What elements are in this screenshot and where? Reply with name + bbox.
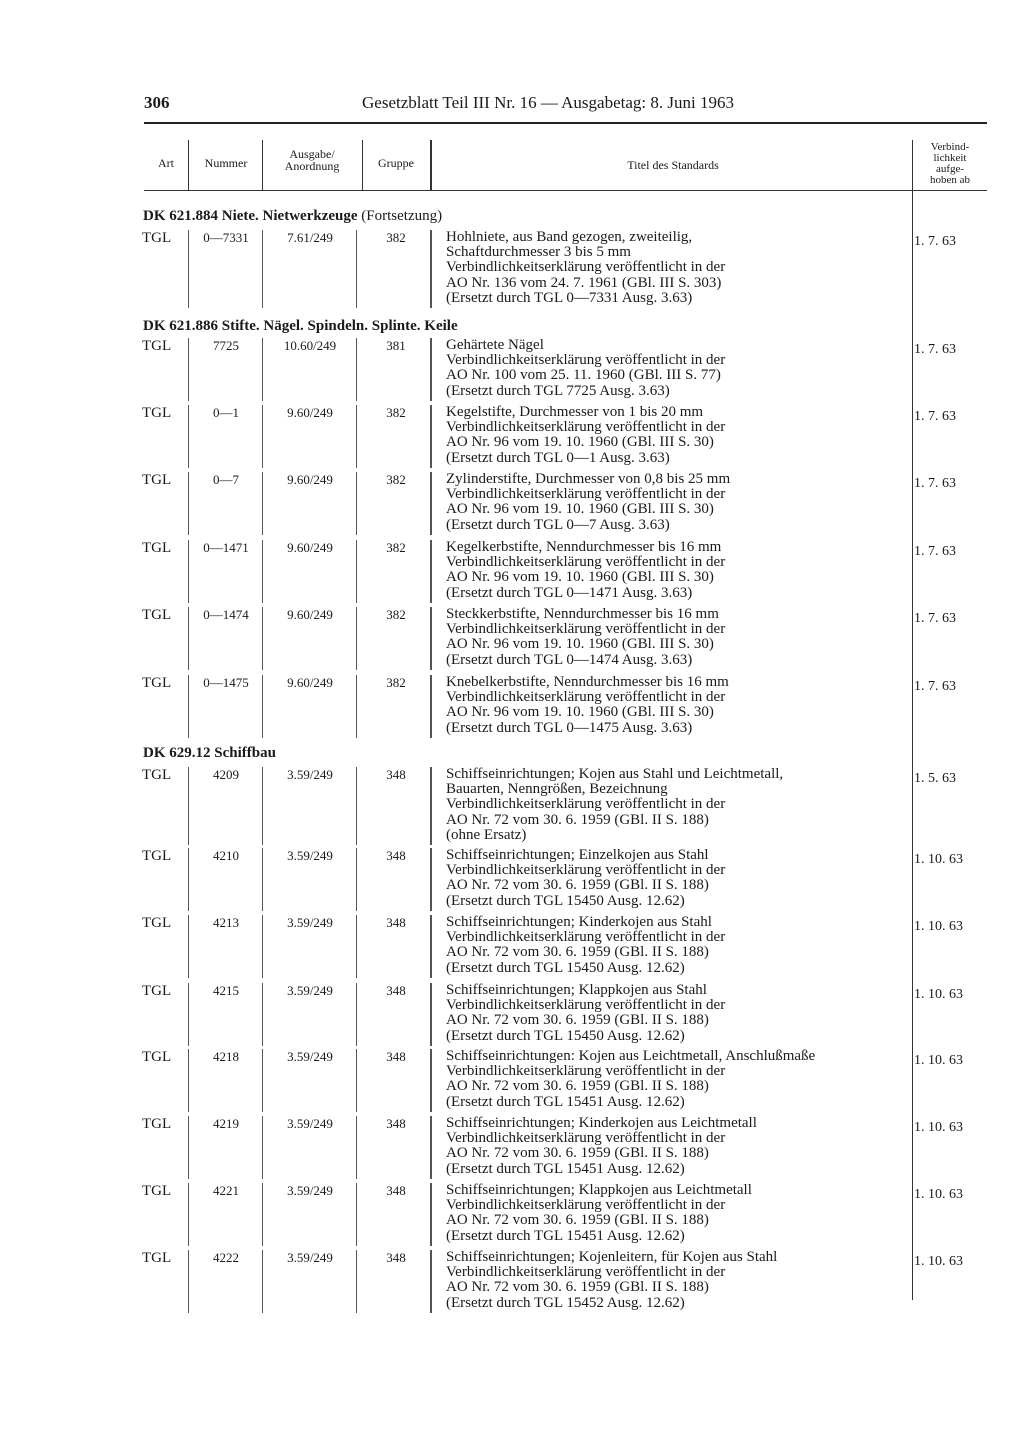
cell-gruppe: 382 [386, 472, 406, 487]
cell-nummer: 7725 [213, 338, 239, 353]
titel-line: Gehärtete Nägel [446, 337, 544, 353]
cell-art: TGL [142, 1250, 172, 1266]
cell-nummer: 4219 [213, 1116, 239, 1131]
cell-nummer: 4221 [213, 1183, 239, 1198]
cell-art: TGL [142, 230, 172, 246]
header-rule [144, 122, 987, 124]
column-divider [356, 1183, 357, 1246]
column-divider [262, 983, 263, 1046]
column-divider [188, 1250, 189, 1313]
titel-line: Verbindlichkeitserklärung veröffentlicht in der [446, 352, 726, 369]
section-title: DK 621.886 Stifte. Nägel. Spindeln. Splinte. Keile [143, 318, 458, 334]
column-divider [262, 472, 263, 535]
cell-gruppe: 382 [386, 405, 406, 420]
titel-line: Schiffseinrichtungen: Kojen aus Leichtmetall, Anschlußmaße [446, 1048, 816, 1064]
column-divider [430, 230, 432, 308]
cell-titel [446, 1116, 757, 1177]
column-divider [188, 848, 189, 911]
column-divider [356, 338, 357, 401]
cell-gruppe: 348 [386, 1116, 406, 1131]
titel-line: AO Nr. 136 vom 24. 7. 1961 (GBl. III S. 303) [446, 274, 722, 291]
column-divider [262, 338, 263, 401]
titel-line: (Ersetzt durch TGL 0—1 Ausg. 3.63) [446, 449, 670, 466]
cell-art: TGL [142, 1116, 172, 1132]
cell-nummer: 0—1 [213, 405, 239, 420]
titel-line: AO Nr. 72 vom 30. 6. 1959 (GBl. II S. 188) [446, 811, 709, 828]
titel-line: Verbindlichkeitserklärung veröffentlicht in der [446, 554, 726, 571]
cell-ausgabe: 7.61/249 [287, 230, 333, 245]
column-divider [188, 767, 189, 845]
cell-gruppe: 348 [386, 1049, 406, 1064]
column-divider [188, 1116, 189, 1179]
column-divider [430, 767, 432, 845]
cell-aufgehoben-ab: 1. 10. 63 [914, 1120, 963, 1135]
column-divider [356, 1116, 357, 1179]
cell-ausgabe: 3.59/249 [287, 915, 333, 930]
header-column-divider [362, 140, 363, 190]
cell-nummer: 4213 [213, 915, 239, 930]
column-divider [430, 1183, 432, 1246]
column-divider [430, 848, 432, 911]
titel-line: Schiffseinrichtungen; Kojenleitern, für Kojen aus Stahl [446, 1249, 778, 1265]
cell-titel [446, 1183, 752, 1244]
column-divider [262, 230, 263, 308]
titel-line: Verbindlichkeitserklärung veröffentlicht in der [446, 796, 726, 813]
cell-art: TGL [142, 848, 172, 864]
cell-gruppe: 348 [386, 1250, 406, 1265]
column-divider [188, 915, 189, 978]
column-divider [188, 540, 189, 603]
cell-aufgehoben-ab: 1. 10. 63 [914, 919, 963, 934]
titel-line: Verbindlichkeitserklärung veröffentlicht in der [446, 259, 726, 276]
cell-titel [446, 915, 725, 976]
cell-art: TGL [142, 338, 172, 354]
cell-art: TGL [142, 1049, 172, 1065]
titel-line: Kegelstifte, Durchmesser von 1 bis 20 mm [446, 404, 704, 420]
titel-line: Verbindlichkeitserklärung veröffentlicht in der [446, 1130, 726, 1147]
titel-line: Schiffseinrichtungen; Klappkojen aus Stahl [446, 982, 707, 998]
header-column-divider [188, 140, 189, 190]
titel-line: (Ersetzt durch TGL 15452 Ausg. 12.62) [446, 1294, 685, 1311]
cell-ausgabe: 9.60/249 [287, 607, 333, 622]
cell-aufgehoben-ab: 1. 7. 63 [914, 679, 956, 694]
titel-line: (Ersetzt durch TGL 0—7 Ausg. 3.63) [446, 516, 670, 533]
cell-titel [446, 767, 783, 843]
cell-titel [446, 1250, 777, 1311]
cell-art: TGL [142, 472, 172, 488]
column-header-ausgabe-line1: Ausgabe/ [289, 147, 335, 161]
cell-ausgabe: 3.59/249 [287, 1116, 333, 1131]
titel-line: (Ersetzt durch TGL 15451 Ausg. 12.62) [446, 1160, 685, 1177]
cell-gruppe: 348 [386, 915, 406, 930]
cell-art: TGL [142, 915, 172, 931]
titel-line: Schaftdurchmesser 3 bis 5 mm [446, 244, 631, 261]
column-header-verb-line1: Verbind- [930, 141, 970, 153]
cell-gruppe: 381 [386, 338, 406, 353]
cell-ausgabe: 3.59/249 [287, 1049, 333, 1064]
cell-gruppe: 382 [386, 607, 406, 622]
titel-line: (Ersetzt durch TGL 15450 Ausg. 12.62) [446, 959, 685, 976]
cell-ausgabe: 3.59/249 [287, 848, 333, 863]
column-divider [430, 1049, 432, 1112]
cell-gruppe: 348 [386, 848, 406, 863]
column-divider [262, 1049, 263, 1112]
column-divider [356, 915, 357, 978]
column-divider [430, 675, 432, 738]
titel-line: Schiffseinrichtungen; Kojen aus Stahl und Leichtmetall, [446, 766, 784, 782]
column-header-titel: Titel des Standards [627, 158, 719, 172]
cell-nummer: 4210 [213, 848, 239, 863]
column-divider [188, 675, 189, 738]
cell-gruppe: 348 [386, 1183, 406, 1198]
titel-line: Knebelkerbstifte, Nenndurchmesser bis 16 mm [446, 674, 729, 690]
cell-art: TGL [142, 767, 172, 783]
cell-ausgabe: 3.59/249 [287, 767, 333, 782]
column-divider [188, 1183, 189, 1246]
titel-line: Steckkerbstifte, Nenndurchmesser bis 16 mm [446, 606, 719, 622]
titel-line: Schiffseinrichtungen; Kinderkojen aus Leichtmetall [446, 1115, 757, 1131]
cell-nummer: 0—7 [213, 472, 239, 487]
titel-line: AO Nr. 72 vom 30. 6. 1959 (GBl. II S. 188) [446, 877, 709, 894]
cell-ausgabe: 9.60/249 [287, 540, 333, 555]
column-divider [262, 607, 263, 670]
column-header-verb-line4: hoben ab [929, 174, 970, 186]
column-divider [430, 472, 432, 535]
cell-titel [446, 983, 725, 1044]
cell-aufgehoben-ab: 1. 7. 63 [914, 611, 956, 626]
titel-line: (Ersetzt durch TGL 15450 Ausg. 12.62) [446, 892, 685, 909]
cell-titel [446, 1049, 815, 1110]
cell-nummer: 0—7331 [203, 230, 249, 245]
cell-aufgehoben-ab: 1. 10. 63 [914, 1187, 963, 1202]
column-divider [262, 915, 263, 978]
column-divider [262, 848, 263, 911]
cell-titel [446, 675, 729, 736]
titel-line: Verbindlichkeitserklärung veröffentlicht in der [446, 621, 726, 638]
header-column-divider [262, 140, 263, 190]
column-divider [188, 607, 189, 670]
cell-aufgehoben-ab: 1. 7. 63 [914, 544, 956, 559]
section-note: (Fortsetzung) [361, 208, 443, 224]
titel-line: Schiffseinrichtungen; Kinderkojen aus Stahl [446, 914, 712, 930]
titel-line: (Ersetzt durch TGL 0—1474 Ausg. 3.63) [446, 651, 693, 668]
titel-line: (Ersetzt durch TGL 15451 Ausg. 12.62) [446, 1227, 685, 1244]
column-divider [430, 405, 432, 468]
cell-art: TGL [142, 405, 172, 421]
cell-ausgabe: 3.59/249 [287, 1183, 333, 1198]
cell-art: TGL [142, 983, 172, 999]
section-heading [143, 318, 458, 335]
titel-line: Schiffseinrichtungen; Klappkojen aus Leichtmetall [446, 1182, 752, 1198]
column-divider [262, 540, 263, 603]
titel-line: Verbindlichkeitserklärung veröffentlicht in der [446, 997, 726, 1014]
column-divider [430, 607, 432, 670]
column-divider [356, 607, 357, 670]
titel-line: AO Nr. 72 vom 30. 6. 1959 (GBl. II S. 188) [446, 1145, 709, 1162]
titel-line: Verbindlichkeitserklärung veröffentlicht in der [446, 929, 726, 946]
titel-line: (Ersetzt durch TGL 15451 Ausg. 12.62) [446, 1093, 685, 1110]
verbindlichkeit-column-divider [912, 140, 913, 1300]
cell-ausgabe: 9.60/249 [287, 675, 333, 690]
cell-nummer: 4209 [213, 767, 239, 782]
column-divider [430, 540, 432, 603]
column-header-gruppe: Gruppe [378, 156, 414, 170]
column-divider [188, 230, 189, 308]
cell-titel [446, 472, 730, 533]
titel-line: AO Nr. 96 vom 19. 10. 1960 (GBl. III S. 30) [446, 434, 714, 451]
section-heading [143, 745, 276, 762]
column-header-verb-line3: aufge- [935, 163, 965, 175]
cell-nummer: 0—1471 [203, 540, 249, 555]
titel-line: AO Nr. 96 vom 19. 10. 1960 (GBl. III S. 30) [446, 636, 714, 653]
cell-ausgabe: 3.59/249 [287, 1250, 333, 1265]
titel-line: (Ersetzt durch TGL 15450 Ausg. 12.62) [446, 1027, 685, 1044]
column-divider [356, 540, 357, 603]
titel-line: AO Nr. 100 vom 25. 11. 1960 (GBl. III S. 77) [446, 367, 721, 384]
cell-gruppe: 348 [386, 983, 406, 998]
cell-nummer: 4222 [213, 1250, 239, 1265]
column-divider [188, 1049, 189, 1112]
column-divider [430, 915, 432, 978]
header-column-divider [430, 140, 432, 190]
titel-line: Kegelkerbstifte, Nenndurchmesser bis 16 mm [446, 539, 722, 555]
cell-titel [446, 405, 725, 466]
column-divider [188, 983, 189, 1046]
column-divider [356, 1049, 357, 1112]
titel-line: AO Nr. 72 vom 30. 6. 1959 (GBl. II S. 188) [446, 1012, 709, 1029]
column-header-ausgabe [264, 148, 360, 172]
titel-line: AO Nr. 72 vom 30. 6. 1959 (GBl. II S. 188) [446, 1078, 709, 1095]
column-divider [262, 1183, 263, 1246]
column-divider [356, 230, 357, 308]
cell-aufgehoben-ab: 1. 5. 63 [914, 771, 956, 786]
titel-line: Verbindlichkeitserklärung veröffentlicht in der [446, 1264, 726, 1281]
column-divider [188, 472, 189, 535]
column-divider [262, 405, 263, 468]
cell-aufgehoben-ab: 1. 10. 63 [914, 987, 963, 1002]
column-divider [356, 472, 357, 535]
cell-titel [446, 540, 725, 601]
cell-titel [446, 607, 725, 668]
cell-gruppe: 382 [386, 540, 406, 555]
titel-line: Schiffseinrichtungen; Einzelkojen aus Stahl [446, 847, 709, 863]
cell-aufgehoben-ab: 1. 7. 63 [914, 234, 956, 249]
titel-line: AO Nr. 96 vom 19. 10. 1960 (GBl. III S. 30) [446, 501, 714, 518]
cell-gruppe: 348 [386, 767, 406, 782]
page-number: 306 [144, 93, 170, 112]
titel-line: AO Nr. 72 vom 30. 6. 1959 (GBl. II S. 188) [446, 1279, 709, 1296]
column-divider [262, 675, 263, 738]
cell-gruppe: 382 [386, 230, 406, 245]
cell-art: TGL [142, 675, 172, 691]
cell-ausgabe: 10.60/249 [283, 338, 337, 353]
titel-line: AO Nr. 96 vom 19. 10. 1960 (GBl. III S. 30) [446, 569, 714, 586]
section-heading [143, 208, 442, 225]
titel-line: AO Nr. 96 vom 19. 10. 1960 (GBl. III S. 30) [446, 704, 714, 721]
titel-line: Verbindlichkeitserklärung veröffentlicht in der [446, 486, 726, 503]
titel-line: Verbindlichkeitserklärung veröffentlicht in der [446, 1197, 726, 1214]
column-divider [356, 767, 357, 845]
section-title: DK 621.884 Niete. Nietwerkzeuge [143, 208, 358, 224]
cell-aufgehoben-ab: 1. 10. 63 [914, 1053, 963, 1068]
column-divider [430, 1250, 432, 1313]
column-divider [356, 675, 357, 738]
titel-line: Verbindlichkeitserklärung veröffentlicht in der [446, 1063, 726, 1080]
column-divider [262, 1250, 263, 1313]
titel-line: (ohne Ersatz) [446, 826, 527, 843]
titel-line: Bauarten, Nenngrößen, Bezeichnung [446, 781, 668, 798]
column-divider [188, 405, 189, 468]
section-title: DK 629.12 Schiffbau [143, 745, 276, 761]
column-header-art: Art [158, 156, 174, 170]
cell-nummer: 4215 [213, 983, 239, 998]
cell-ausgabe: 9.60/249 [287, 472, 333, 487]
column-divider [356, 405, 357, 468]
column-divider [188, 338, 189, 401]
titel-line: Verbindlichkeitserklärung veröffentlicht in der [446, 419, 726, 436]
cell-art: TGL [142, 540, 172, 556]
titel-line: (Ersetzt durch TGL 7725 Ausg. 3.63) [446, 382, 670, 399]
column-divider [262, 1116, 263, 1179]
cell-gruppe: 382 [386, 675, 406, 690]
cell-aufgehoben-ab: 1. 7. 63 [914, 476, 956, 491]
column-header-verb-line2: lichkeit [933, 152, 967, 164]
cell-nummer: 0—1475 [203, 675, 249, 690]
column-header-ausgabe-line2: Anordnung [284, 159, 340, 173]
cell-aufgehoben-ab: 1. 10. 63 [914, 852, 963, 867]
column-divider [262, 767, 263, 845]
titel-line: (Ersetzt durch TGL 0—1475 Ausg. 3.63) [446, 719, 693, 736]
column-divider [430, 983, 432, 1046]
cell-art: TGL [142, 607, 172, 623]
cell-nummer: 4218 [213, 1049, 239, 1064]
column-header-nummer: Nummer [204, 156, 248, 170]
column-header-verbindlichkeit [916, 142, 984, 186]
titel-line: AO Nr. 72 vom 30. 6. 1959 (GBl. II S. 188) [446, 1212, 709, 1229]
column-divider [430, 1116, 432, 1179]
cell-titel [446, 848, 725, 909]
titel-line: Verbindlichkeitserklärung veröffentlicht in der [446, 862, 726, 879]
titel-line: (Ersetzt durch TGL 0—7331 Ausg. 3.63) [446, 289, 693, 306]
cell-aufgehoben-ab: 1. 7. 63 [914, 409, 956, 424]
cell-art: TGL [142, 1183, 172, 1199]
cell-ausgabe: 9.60/249 [287, 405, 333, 420]
cell-ausgabe: 3.59/249 [287, 983, 333, 998]
cell-aufgehoben-ab: 1. 7. 63 [914, 342, 956, 357]
cell-nummer: 0—1474 [203, 607, 249, 622]
titel-line: (Ersetzt durch TGL 0—1471 Ausg. 3.63) [446, 584, 693, 601]
page-header-title: Gesetzblatt Teil III Nr. 16 — Ausgabetag: 8. Juni 1963 [362, 93, 734, 112]
cell-aufgehoben-ab: 1. 10. 63 [914, 1254, 963, 1269]
column-divider [430, 338, 432, 401]
titel-line: AO Nr. 72 vom 30. 6. 1959 (GBl. II S. 188) [446, 944, 709, 961]
column-divider [356, 983, 357, 1046]
titel-line: Verbindlichkeitserklärung veröffentlicht in der [446, 689, 726, 706]
titel-line: Hohlniete, aus Band gezogen, zweiteilig, [446, 229, 693, 245]
titel-line: Zylinderstifte, Durchmesser von 0,8 bis 25 mm [446, 471, 731, 487]
cell-titel [446, 230, 725, 306]
cell-titel [446, 338, 725, 399]
column-divider [356, 1250, 357, 1313]
column-divider [356, 848, 357, 911]
header-bottom-rule [144, 190, 987, 191]
